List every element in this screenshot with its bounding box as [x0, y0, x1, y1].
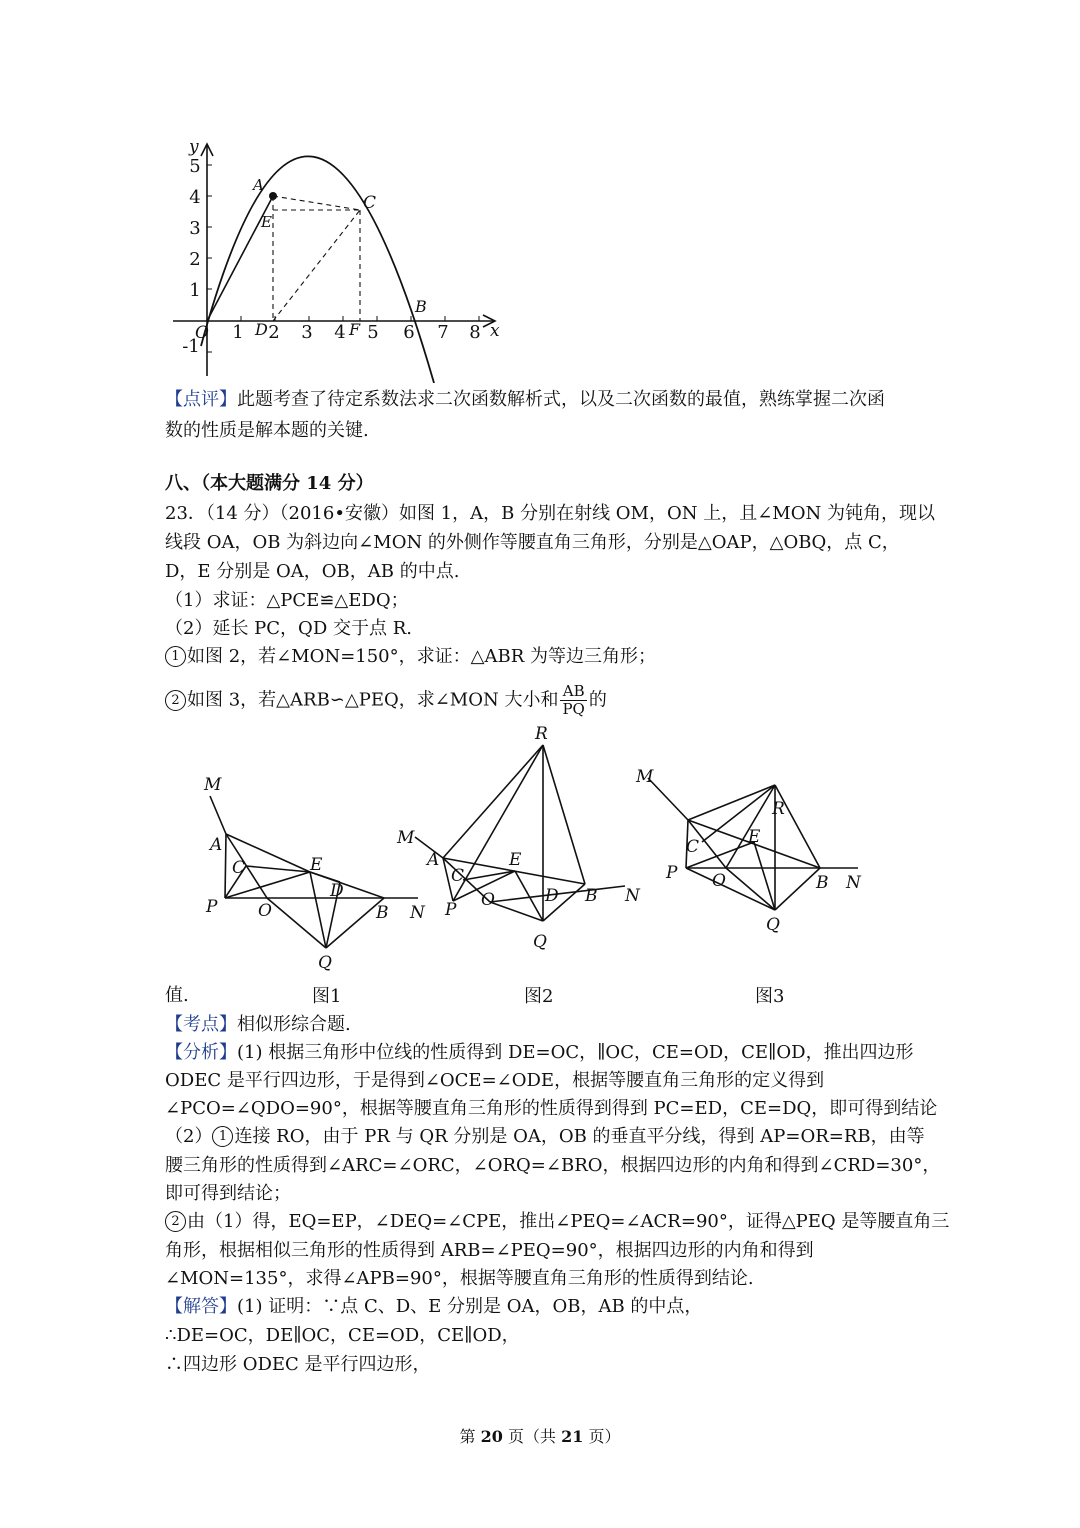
comment-tag: 【点评】 [165, 389, 237, 410]
fraction-numerator: AB [560, 683, 586, 701]
y-tick-label-neg1: -1 [182, 336, 200, 357]
fig3-label-q: Q [766, 915, 780, 935]
jieda-line-3: ∴四边形 ODEC 是平行四边形， [165, 1354, 431, 1375]
fig3-label-e: E [748, 827, 761, 847]
fig3-label-r: R [772, 799, 785, 819]
problem-part-1: （1）求证：△PCE≌△EDQ； [165, 590, 409, 611]
y-tick-label-2: 2 [189, 249, 201, 270]
comment-text-2: 数的性质是解本题的关键. [165, 420, 369, 441]
fenxi-line-4 [165, 1123, 925, 1151]
problem-part-2: （2）延长 PC，QD 交于点 R. [165, 618, 412, 639]
kaodian-tag: 【考点】 [165, 1014, 237, 1035]
problem-sub-2-text: 如图 3，若△ARB∽△PEQ，求∠MON 大小和 [187, 689, 559, 711]
point-label-e: E [261, 213, 272, 231]
fig1-label-e: E [310, 855, 323, 875]
fenxi-line-2: ODEC 是平行四边形，于是得到∠OCE=∠ODE，根据等腰直角三角形的定义得到 [165, 1070, 825, 1091]
y-axis-label: y [189, 138, 199, 157]
fig2-label-p: P [445, 900, 457, 920]
problem-line-1: 23．（14 分）（2016•安徽）如图 1，A，B 分别在射线 OM，ON 上，且∠MON 为钝角，现以 [165, 503, 935, 524]
x-tick-label-3: 3 [301, 322, 313, 343]
point-label-d: D [255, 320, 268, 339]
fraction-ab-pq [560, 683, 586, 718]
circled-number-1b: 1 [212, 1126, 233, 1147]
fenxi-line-7 [165, 1208, 949, 1236]
point-label-c: C [363, 193, 377, 213]
problem-sub-2-post: 的 [588, 689, 607, 711]
comment-line-2 [165, 417, 369, 445]
fig2-label-a: A [427, 850, 440, 870]
circled-number-2b: 2 [165, 1211, 186, 1232]
fig1-label-c: C [232, 858, 246, 878]
comment-text-1: 此题考查了待定系数法求二次函数解析式，以及二次函数的最值，熟练掌握二次函 [237, 389, 885, 410]
jieda-text-1: (1) 证明：∵点 C、D、E 分别是 OA，OB，AB 的中点， [237, 1296, 703, 1317]
x-tick-label-7: 7 [437, 322, 449, 343]
problem-line-3: D，E 分别是 OA，OB，AB 的中点. [165, 561, 460, 582]
fig3-label-m: M [636, 767, 654, 787]
fenxi-tag: 【分析】 [165, 1042, 237, 1063]
x-tick-label-5: 5 [367, 322, 379, 343]
y-tick-label-1: 1 [189, 280, 201, 301]
fig3-label-n: N [846, 873, 861, 893]
fig1-caption: 图1 [312, 986, 342, 1007]
jieda-line-2: ∴DE=OC，DE∥OC，CE=OD，CE∥OD， [165, 1325, 520, 1346]
circled-number-2: 2 [165, 690, 186, 711]
footer-mid: 页（共 [502, 1427, 562, 1446]
fig2-label-o: O [481, 890, 495, 910]
fenxi-line-4-prefix: （2） [165, 1126, 213, 1147]
kaodian-line [165, 1011, 351, 1039]
fig3-label-p: P [666, 863, 678, 883]
problem-sub-1 [165, 643, 656, 671]
problem-sub-2 [165, 683, 607, 718]
fig1-label-p: P [206, 897, 218, 917]
fig2-label-q: Q [533, 932, 547, 952]
fig2-label-c: C [451, 866, 465, 886]
fenxi-line-9: ∠MON=135°，求得∠APB=90°，根据等腰直角三角形的性质得到结论. [165, 1268, 754, 1289]
parabola-curve [201, 156, 434, 383]
figure-3 [630, 752, 870, 942]
dashed-lines [273, 196, 360, 321]
fig2-label-n: N [625, 886, 640, 906]
problem-line-2: 线段 OA，OB 为斜边向∠MON 的外侧作等腰直角三角形，分别是△OAP，△OBQ，点 C， [165, 532, 900, 553]
fenxi-line-6: 即可得到结论； [165, 1183, 291, 1204]
fig1-label-m: M [204, 775, 222, 795]
x-tick-label-4: 4 [334, 322, 346, 343]
y-tick-label-3: 3 [189, 218, 201, 239]
origin-label: O [195, 323, 209, 343]
fig2-label-e: E [509, 850, 522, 870]
point-label-b: B [415, 297, 427, 316]
fraction-denominator: PQ [562, 700, 585, 718]
circled-number-1: 1 [165, 646, 186, 667]
fig3-caption: 图3 [755, 986, 785, 1007]
fenxi-line-5: 腰三角形的性质得到∠ARC=∠ORC，∠ORQ=∠BRO，根据四边形的内角和得到∠CRD=30°， [165, 1155, 941, 1176]
fig2-label-r: R [535, 725, 548, 744]
comment-line-1 [165, 386, 885, 414]
fenxi-text-4: 连接 RO，由于 PR 与 QR 分别是 OA，OB 的垂直平分线，得到 AP=OR=RB，由等 [234, 1126, 925, 1147]
section-title: 八、（本大题满分 14 分） [165, 473, 374, 494]
fig3-label-o: O [712, 871, 726, 891]
x-tick-label-8: 8 [469, 322, 481, 343]
problem-sub-2-end: 值. [165, 985, 189, 1006]
x-tick-label-6: 6 [403, 322, 415, 343]
fig2-label-b: B [585, 886, 598, 906]
page-footer [0, 1424, 1080, 1447]
fig1-label-d: D [330, 881, 344, 901]
kaodian-text: 相似形综合题. [237, 1014, 351, 1035]
point-label-a: A [253, 176, 264, 194]
x-tick-label-1: 1 [232, 322, 244, 343]
footer-page-number: 20 [480, 1427, 503, 1446]
fig1-label-b: B [376, 903, 389, 923]
fenxi-line-1 [165, 1039, 914, 1067]
fig1-label-n: N [410, 903, 425, 923]
footer-post: 页） [583, 1427, 621, 1446]
fig2-label-m: M [397, 828, 415, 848]
parabola-graph [165, 138, 510, 383]
fig3-label-b: B [816, 873, 829, 893]
jieda-line-1 [165, 1293, 702, 1321]
point-a-dot [269, 192, 277, 200]
fig1-label-o: O [258, 901, 272, 921]
problem-sub-1-text: 如图 2，若∠MON=150°，求证：△ABR 为等边三角形； [187, 646, 656, 667]
fig2-label-d: D [545, 886, 559, 906]
footer-pre: 第 [459, 1427, 481, 1446]
x-tick-label-2: 2 [268, 322, 280, 343]
fig1-label-a: A [210, 835, 223, 855]
fig3-label-c: C [686, 837, 700, 857]
footer-total-pages: 21 [561, 1427, 584, 1446]
fenxi-line-8: 角形，根据相似三角形的性质得到 ARB=∠PEQ=90°，根据四边形的内角和得到 [165, 1240, 814, 1261]
y-tick-label-4: 4 [189, 187, 201, 208]
fig2-caption: 图2 [524, 986, 554, 1007]
point-label-f: F [349, 320, 361, 339]
jieda-tag: 【解答】 [165, 1296, 237, 1317]
fenxi-text-7: 由（1）得，EQ=EP，∠DEQ=∠CPE，推出∠PEQ=∠ACR=90°，证得△PEQ 是等腰直角三 [187, 1211, 950, 1232]
x-axis-label: x [490, 321, 500, 341]
figure-2 [395, 725, 650, 957]
fenxi-line-3: ∠PCO=∠QDO=90°，根据等腰直角三角形的性质得到得到 PC=ED，CE=DQ，即可得到结论 [165, 1098, 938, 1119]
fig1-label-q: Q [318, 953, 332, 973]
y-tick-label-5: 5 [189, 156, 201, 177]
fenxi-text-1: (1) 根据三角形中位线的性质得到 DE=OC，∥OC，CE=OD，CE∥OD，推出四边形 [237, 1042, 914, 1063]
